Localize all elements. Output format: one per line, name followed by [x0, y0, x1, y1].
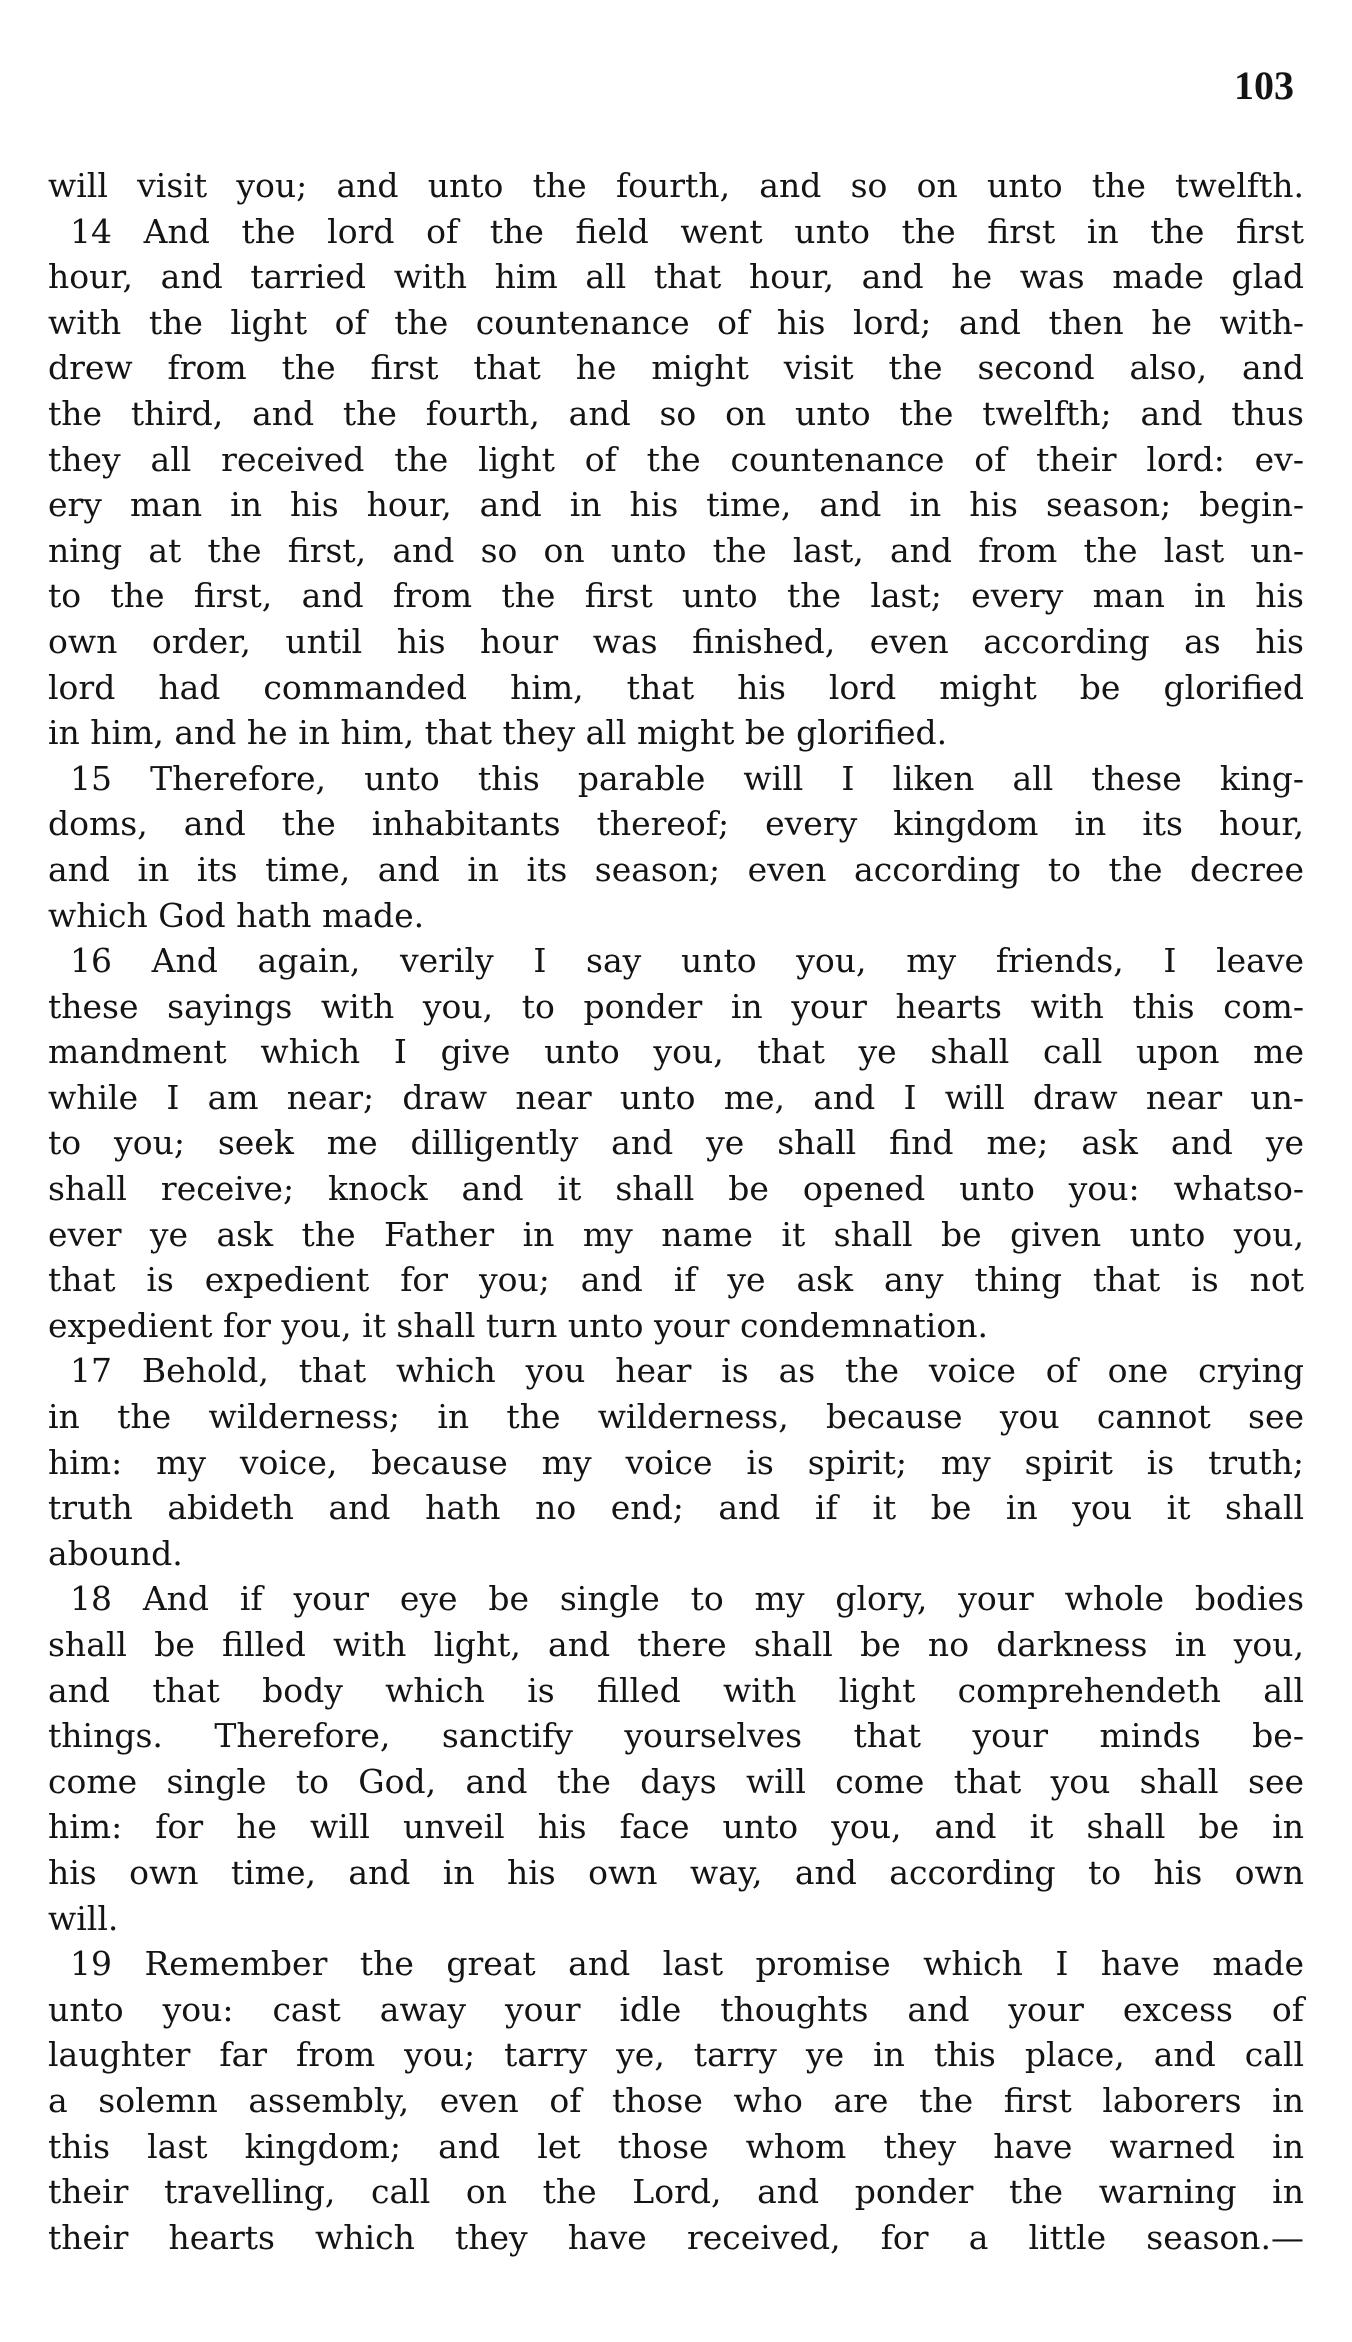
- text-line: a solemn assembly, even of those who are the first laborers in: [48, 2080, 1304, 2120]
- text-line: shall be filled with light, and there shall be no darkness in you,: [48, 1625, 1304, 1664]
- text-line: come single to God, and the days will come that you shall see: [48, 1761, 1304, 1801]
- text-line: abound.: [48, 1533, 183, 1573]
- text-line: while I am near; draw near unto me, and I will draw near un-: [48, 1077, 1304, 1117]
- text-line: the third, and the fourth, and so on unto the twelfth; and thus: [48, 393, 1304, 433]
- book-page: [48, 0, 1304, 2342]
- text-line: 16 And again, verily I say unto you, my friends, I leave: [70, 941, 1304, 981]
- text-line: 18 And if your eye be single to my glory, your whole bodies: [70, 1579, 1304, 1619]
- text-line: 14 And the lord of the field went unto the first in the first: [70, 211, 1304, 251]
- text-line: in him, and he in him, that they all might be glorified.: [48, 713, 948, 753]
- text-line: ever ye ask the Father in my name it shall be given unto you,: [48, 1214, 1304, 1254]
- text-line: with the light of the countenance of his lord; and then he with-: [48, 302, 1304, 342]
- text-line: to the first, and from the first unto the last; every man in his: [48, 576, 1304, 616]
- text-line: truth abideth and hath no end; and if it be in you it shall: [48, 1488, 1304, 1528]
- text-line: unto you: cast away your idle thoughts and your excess of: [48, 1989, 1304, 2029]
- text-line: in the wilderness; in the wilderness, because you cannot see: [48, 1397, 1304, 1437]
- text-line: will visit you; and unto the fourth, and so on unto the twelfth.: [48, 166, 1304, 205]
- page-text-body: [48, 163, 1304, 2260]
- text-line: his own time, and in his own way, and according to his own: [48, 1852, 1304, 1892]
- text-line: this last kingdom; and let those whom they have warned in: [48, 2126, 1304, 2166]
- text-line: 19 Remember the great and last promise which I have made: [70, 1944, 1304, 1984]
- text-line: 17 Behold, that which you hear is as the voice of one crying: [70, 1351, 1304, 1391]
- text-line: expedient for you, it shall turn unto your condemnation.: [48, 1305, 988, 1345]
- text-line: these sayings with you, to ponder in your hearts with this com-: [48, 986, 1304, 1026]
- text-line: they all received the light of the countenance of their lord: ev-: [48, 439, 1304, 479]
- text-line: and in its time, and in its season; even according to the decree: [48, 849, 1304, 889]
- text-line: which God hath made.: [48, 895, 425, 935]
- text-line: that is expedient for you; and if ye ask any thing that is not: [48, 1260, 1304, 1300]
- text-line: shall receive; knock and it shall be opened unto you: whatso-: [48, 1169, 1304, 1209]
- text-line: their travelling, call on the Lord, and ponder the warning in: [48, 2172, 1304, 2212]
- text-line: doms, and the inhabitants thereof; every kingdom in its hour,: [48, 804, 1304, 844]
- text-line: things. Therefore, sanctify yourselves that your minds be-: [48, 1716, 1304, 1756]
- page-number: 103: [1234, 63, 1294, 108]
- text-line: drew from the first that he might visit the second also, and: [48, 348, 1304, 388]
- text-line: lord had commanded him, that his lord might be glorified: [48, 667, 1304, 707]
- text-line: their hearts which they have received, for a little season.—: [48, 2217, 1304, 2257]
- text-line: to you; seek me dilligently and ye shall find me; ask and ye: [48, 1123, 1304, 1163]
- text-line: ning at the first, and so on unto the last, and from the last un-: [48, 530, 1304, 570]
- text-line: laughter far from you; tarry ye, tarry ye in this place, and call: [48, 2035, 1304, 2075]
- text-line: ery man in his hour, and in his time, and in his season; begin-: [48, 485, 1304, 525]
- text-line: own order, until his hour was finished, even according as his: [48, 621, 1304, 661]
- text-line: will.: [48, 1898, 119, 1938]
- text-line: hour, and tarried with him all that hour, and he was made glad: [48, 257, 1304, 297]
- text-line: him: for he will unveil his face unto you, and it shall be in: [48, 1807, 1304, 1847]
- text-line: 15 Therefore, unto this parable will I liken all these king-: [70, 758, 1304, 798]
- text-line: mandment which I give unto you, that ye shall call upon me: [48, 1032, 1304, 1072]
- text-line: him: my voice, because my voice is spirit; my spirit is truth;: [48, 1442, 1304, 1482]
- text-line: and that body which is filled with light comprehendeth all: [48, 1670, 1304, 1710]
